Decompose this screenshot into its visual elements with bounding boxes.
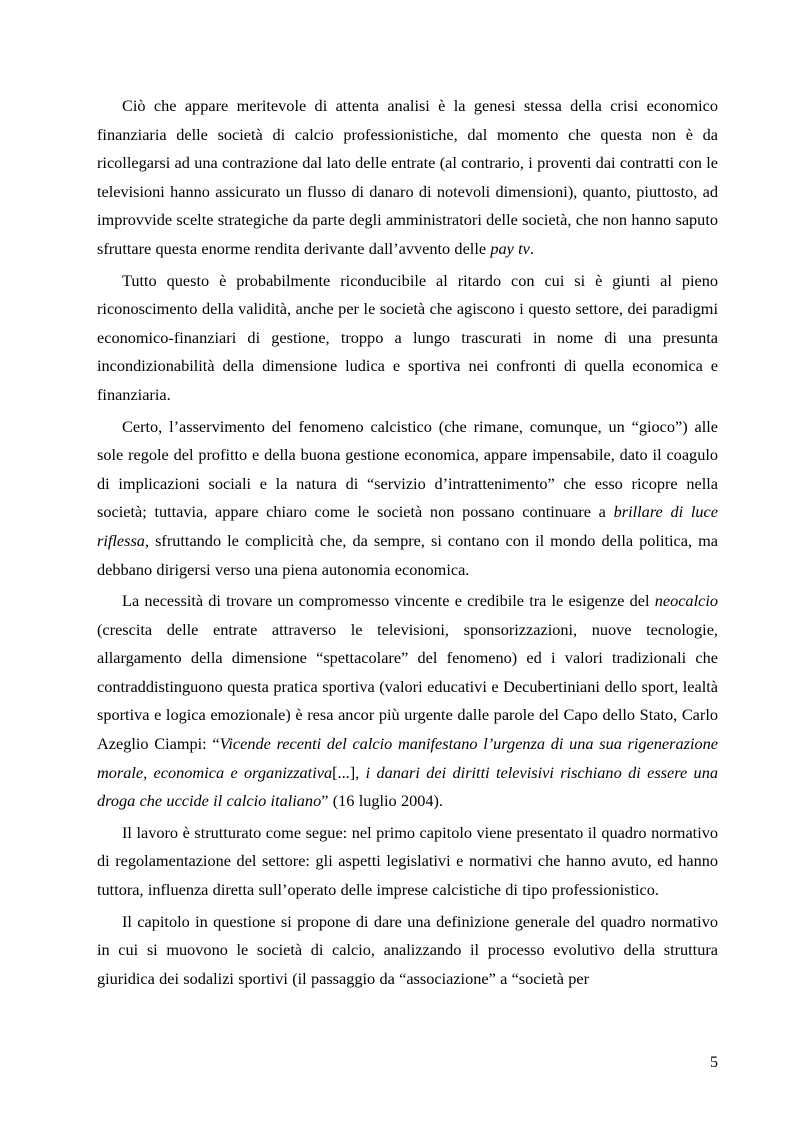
paragraph-5 [97, 819, 718, 905]
italic-run: i danari dei diritti televisivi rischiano di essere una droga che uccide il calcio italiano [97, 762, 718, 811]
text-run: Ciò che appare meritevole di attenta analisi è la genesi stessa della crisi economico finanziaria delle società di calcio professionistiche, dal momento che questa non è da ricollegarsi ad una contrazione dal lato delle entrate (al contrario, i proventi dai contratti con le televisioni hanno assicurato un flusso di danaro di notevoli dimensioni), quanto, piuttosto, ad improvvide scelte strategiche da parte degli amministratori delle società, che non hanno saputo sfruttare questa enorme rendita derivante dall’avvento delle [97, 96, 718, 258]
text-run: La necessità di trovare un compromesso vincente e credibile tra le esigenze del [122, 591, 655, 611]
italic-run: Vicende recenti del calcio manifestano l’urgenza di una sua rigenerazione morale, economica e organizzativa [97, 734, 718, 782]
italic-run: neocalcio [654, 591, 718, 611]
body-text [97, 92, 718, 996]
text-run: Il lavoro è strutturato come segue: nel primo capitolo viene presentato il quadro normativo di regolamentazione del settore: gli aspetti legislativi e normativi che hanno avuto, ed hanno tuttora, influenza diretta sull’operato delle imprese calcistiche di tipo professionistico. [97, 822, 718, 900]
italic-run: pay tv [490, 238, 530, 258]
text-run: Certo, l’asservimento del fenomeno calcistico (che rimane, comunque, un “gioco”) alle sole regole del profitto e della buona gestione economica, appare impensabile, dato il coagulo di implicazioni sociali e la natura di “servizio d’intrattenimento” che esso ricopre nella società; tuttavia, appare chiaro come le società non possano continuare a [97, 416, 718, 522]
paragraph-3 [97, 413, 718, 585]
text-run: ” (16 luglio 2004). [321, 791, 444, 811]
italic-run: brillare di luce riflessa [97, 502, 718, 550]
text-run: , sfruttando le complicità che, da sempre, si contano con il mondo della politica, ma debbano dirigersi verso una piena autonomia economica. [97, 530, 718, 579]
text-run: Il capitolo in questione si propone di dare una definizione generale del quadro normativo in cui si muovono le società di calcio, analizzando il processo evolutivo della struttura giuridica dei sodalizi sportivi (il passaggio da “associazione” a “società per [97, 911, 718, 988]
paragraph-4 [97, 587, 718, 816]
page-number: 5 [710, 1054, 718, 1071]
paragraph-6 [97, 908, 718, 994]
text-run: (crescita delle entrate attraverso le televisioni, sponsorizzazioni, nuove tecnologie, allargamento della dimensione “spettacolare” del fenomeno) ed i valori tradizionali che contraddistinguono questa pratica sportiva (valori educativi e Decubertiniani dello sport, lealtà sportiva e logica emozionale) è resa ancor più urgente dalle parole del Capo dello Stato, Carlo Azeglio Ciampi: “ [97, 619, 718, 754]
text-run: Tutto questo è probabilmente riconducibile al ritardo con cui si è giunti al pieno riconoscimento della validità, anche per le società che agiscono i questo settore, dei paradigmi economico-finanziari di gestione, troppo a lungo trascurati in nome di una presunta incondizionabilità della dimensione ludica e sportiva nei confronti di quella economica e finanziaria. [97, 270, 718, 404]
paragraph-2 [97, 267, 718, 410]
text-run: . [529, 238, 534, 258]
paragraph-1 [97, 92, 718, 264]
text-run: [...], [332, 762, 366, 782]
